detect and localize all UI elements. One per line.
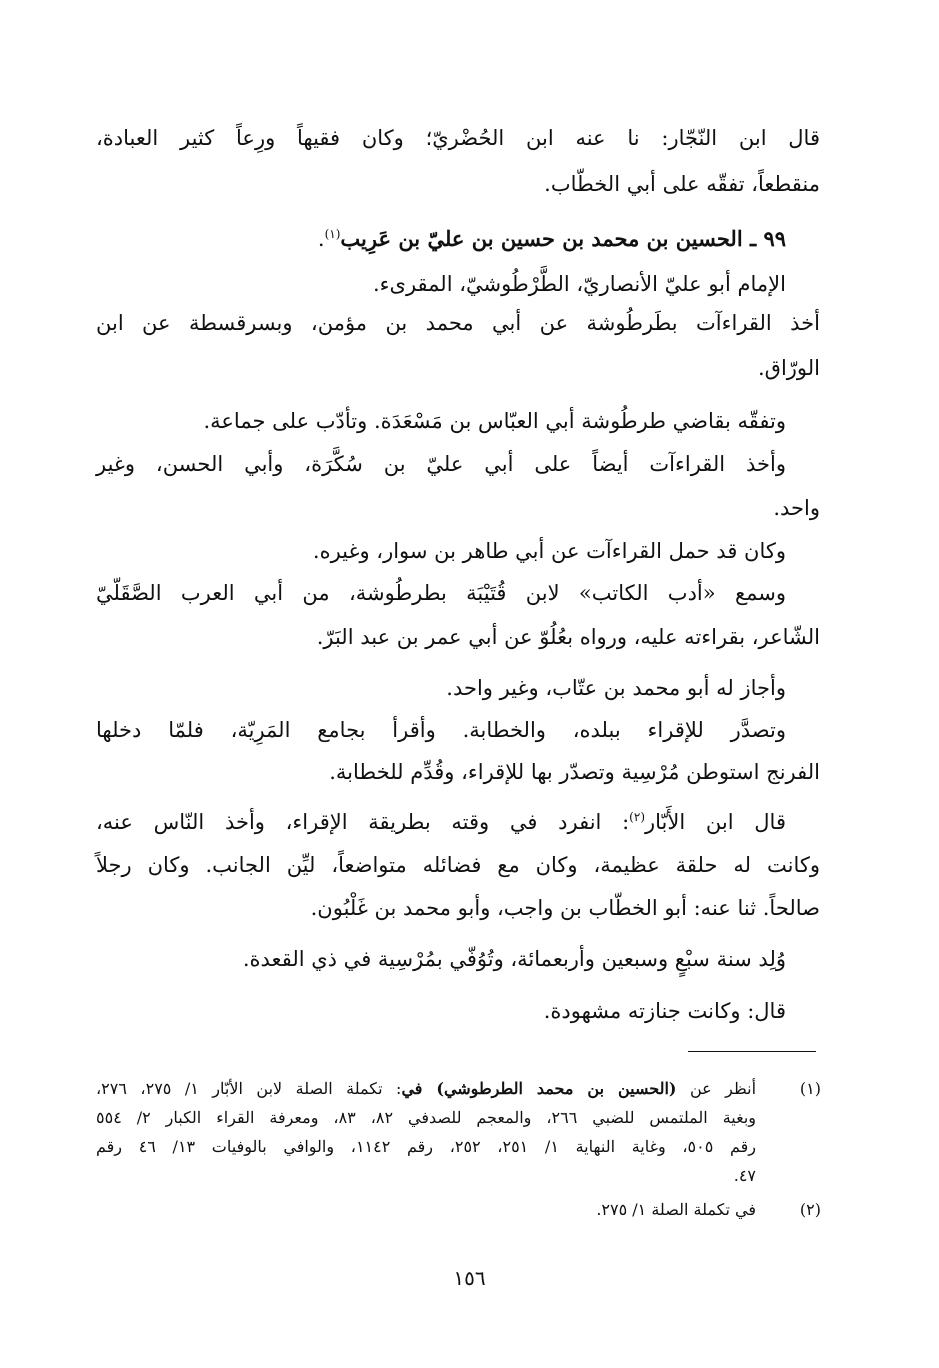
text-line: أخذ القراءآت بطَرطُوشة عن أبي محمد بن مؤمن، وبسرقسطة عن ابن [96, 311, 820, 335]
footnote-line: وبغية الملتمس للضبي ٢٦٦، والمعجم للصدفي ٨٢، ٨٣، ومعرفة القراء الكبار ٢/ ٥٥٤ [96, 1108, 757, 1127]
text-run: : انفرد في وقته بطريقة الإقراء، وأخذ النّاس عنه، [96, 810, 630, 834]
text-line: وأجاز له أبو محمد بن عتّاب، وغير واحد. [446, 676, 786, 700]
text-line: واحد. [773, 496, 820, 520]
text-line [96, 804, 786, 840]
footnote-line: رقم ٥٠٥، وغاية النهاية ١/ ٢٥١، ٢٥٢، رقم ١١٤٢، والوافي بالوفيات ١٣/ ٤٦ رقم [96, 1137, 757, 1156]
text-line: وسمع «أدب الكاتب» لابن قُتَيْبَة بطرطُوشة، من أبي العرب الصَّقَلّيّ [96, 581, 786, 605]
text-line: قال ابن النّجّار: نا عنه ابن الحُضْريّ؛ وكان فقيهاً ورِعاً كثير العبادة، [96, 126, 820, 150]
text-line: وُلِد سنة سبْعٍ وسبعين وأربعمائة، وتُوُفّي بمُرْسِية في ذي القعدة. [242, 947, 786, 971]
footnote-ref: (٢) [629, 810, 645, 824]
text-line: وكان قد حمل القراءآت عن أبي طاهر بن سوار، وغيره. [312, 539, 786, 563]
text-line: وأخذ القراءآت أيضاً على أبي عليّ بن سُكَّرَة، وأبي الحسن، وغير [96, 452, 786, 476]
text-line: وكانت له حلقة عظيمة، وكان مع فضائله متواضعاً، ليِّن الجانب. وكان رجلاً [96, 853, 820, 877]
entry-heading [96, 221, 786, 257]
footnote-line: ٤٧. [733, 1166, 756, 1185]
text-line: وتفقّه بقاضي طرطُوشة أبي العبّاس بن مَسْعَدَة. وتأدّب على جماعة. [203, 409, 786, 433]
footnote-line [96, 1075, 756, 1102]
text-run: قال ابن الأَبّار [645, 810, 786, 834]
text-line: الإمام أبو عليّ الأنصاريّ، الطَّرْطُوشيّ، المقرىء. [372, 272, 786, 296]
text-line: قال: وكانت جنازته مشهودة. [543, 999, 786, 1023]
entry-heading-end: . [317, 227, 325, 251]
text-line: صالحاً. ثنا عنه: أبو الخطّاب بن واجب، وأبو محمد بن غَلْبُون. [310, 896, 820, 920]
page-number: ١٥٦ [453, 1266, 486, 1290]
text-line: الفرنج استوطن مُرْسِية وتصدّر بها للإقراء، وقُدِّم للخطابة. [329, 760, 820, 784]
text-line: وتصدَّر للإقراء ببلده، والخطابة. وأقرأ بجامع المَرِيّة، فلمّا دخلها [96, 718, 786, 742]
footnote-number: (٢) [799, 1200, 821, 1219]
footnote-number: (١) [799, 1079, 821, 1098]
entry-title: ٩٩ ـ الحسين بن محمد بن حسين بن عليّ بن عَرِيب [340, 226, 786, 251]
text-run: (الحسين بن محمد الطرطوشي) في [401, 1079, 677, 1098]
footnote-line: في تكملة الصلة ١/ ٢٧٥. [596, 1200, 756, 1219]
footnote-separator [688, 1051, 816, 1052]
text-line: الورّاق. [757, 356, 820, 380]
text-run: أنظر عن [676, 1079, 757, 1098]
footnote-ref: (١) [324, 227, 341, 241]
text-line: الشّاعر، بقراءته عليه، ورواه بعُلُوّ عن أبي عمر بن عبد البَرّ. [316, 625, 820, 649]
text-run: : تكملة الصلة لابن الأبّار ١/ ٢٧٥، ٢٧٦، [96, 1079, 402, 1098]
text-line: منقطعاً، تفقّه على أبي الخطّاب. [544, 172, 820, 196]
